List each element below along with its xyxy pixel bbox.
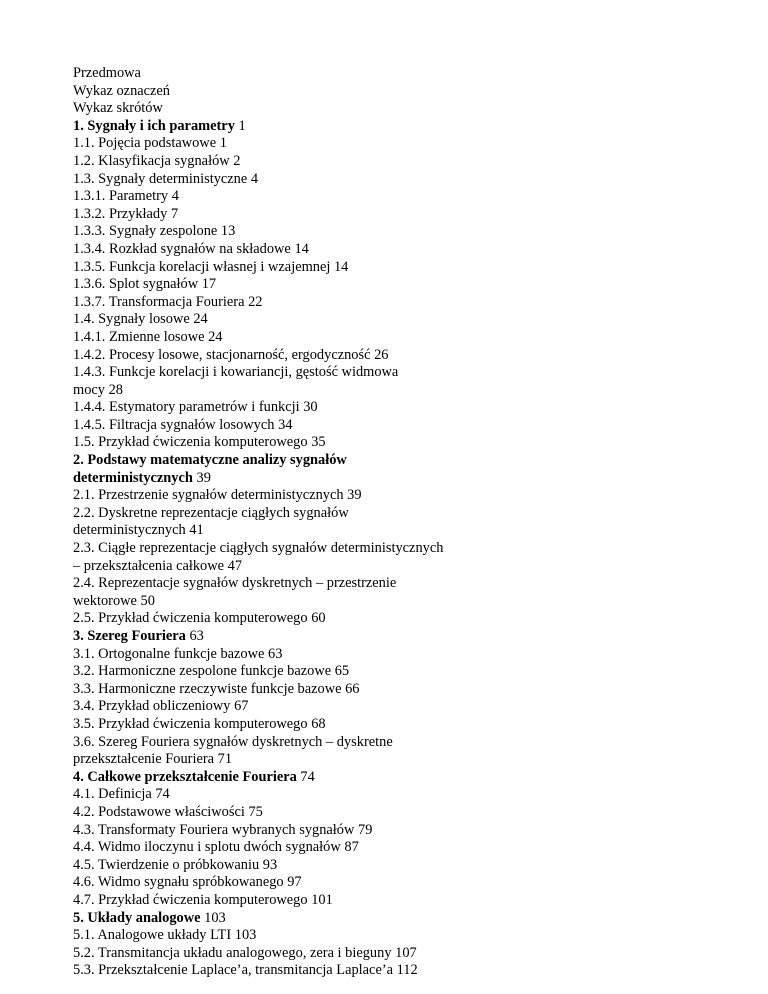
section-title: 1.3.4. Rozkład sygnałów na składowe xyxy=(73,240,291,257)
toc-chapter-entry xyxy=(73,452,713,487)
page-number: 17 xyxy=(201,276,217,293)
toc-line xyxy=(73,206,713,224)
page-number: 4 xyxy=(250,170,259,187)
section-title: mocy xyxy=(73,381,105,398)
chapter-title: 3. Szereg Fouriera xyxy=(73,628,186,644)
section-title: 1.5. Przykład ćwiczenia komputerowego xyxy=(73,434,308,451)
toc-section-entry xyxy=(73,135,713,153)
page-number: 60 xyxy=(311,610,326,627)
section-title: 3.1. Ortogonalne funkcje bazowe xyxy=(73,645,265,662)
toc-section-entry xyxy=(73,364,713,399)
page-number: 67 xyxy=(234,698,249,715)
page-number: 47 xyxy=(227,557,243,574)
toc-line xyxy=(73,910,713,928)
toc-line xyxy=(73,698,713,716)
page-number: 71 xyxy=(217,751,233,768)
toc-line xyxy=(73,505,713,523)
chapter-title: 1. Sygnały i ich parametry xyxy=(73,117,235,134)
toc-line xyxy=(73,487,713,505)
toc-line xyxy=(73,610,713,628)
toc-section-entry xyxy=(73,646,713,664)
toc-section-entry xyxy=(73,540,713,575)
section-title: 3.6. Szereg Fouriera sygnałów dyskretnych – dyskretne xyxy=(73,733,393,750)
section-title: 4.1. Definicja xyxy=(73,786,152,803)
toc-section-entry xyxy=(73,786,713,804)
page-number: 97 xyxy=(287,874,302,891)
toc-line xyxy=(73,399,713,417)
toc-section-entry xyxy=(73,276,713,294)
toc-line xyxy=(73,716,713,734)
toc-section-entry xyxy=(73,698,713,716)
toc-line xyxy=(73,294,713,312)
page-number: 41 xyxy=(189,522,204,539)
toc-line xyxy=(73,364,713,382)
toc-section-entry xyxy=(73,874,713,892)
toc-section-entry xyxy=(73,945,713,963)
toc-line xyxy=(73,311,713,329)
toc-line xyxy=(73,786,713,804)
toc-chapter-entry xyxy=(73,910,713,928)
section-title: 1.4.4. Estymatory parametrów i funkcji xyxy=(73,399,300,416)
toc-line xyxy=(73,241,713,259)
toc-section-entry xyxy=(73,734,713,769)
page-number: 28 xyxy=(108,381,123,398)
page-number: 68 xyxy=(311,715,326,732)
toc-line xyxy=(73,839,713,857)
toc-line xyxy=(73,892,713,910)
section-title: 1.3.6. Splot sygnałów xyxy=(73,276,199,293)
toc-section-entry xyxy=(73,434,713,452)
toc-section-entry xyxy=(73,188,713,206)
section-title: 1.4.3. Funkcje korelacji i kowariancji, gęstość widmowa xyxy=(73,364,399,381)
section-title: 1.3.1. Parametry xyxy=(73,188,169,205)
toc-line xyxy=(73,927,713,945)
page-number: 101 xyxy=(311,891,333,908)
page-number: 50 xyxy=(140,592,155,609)
toc-line xyxy=(73,734,713,752)
section-title: 5.2. Transmitancja układu analogowego, zera i bieguny xyxy=(73,944,392,961)
page-number: 39 xyxy=(347,487,362,504)
toc-line xyxy=(73,329,713,347)
document-page xyxy=(73,65,713,980)
toc-line xyxy=(73,593,713,611)
toc-line xyxy=(73,434,713,452)
section-title: 1.2. Klasyfikacja sygnałów xyxy=(73,152,230,169)
toc-line xyxy=(73,945,713,963)
toc-section-entry xyxy=(73,171,713,189)
toc-line xyxy=(73,135,713,153)
toc-section-entry xyxy=(73,663,713,681)
front-matter-abbreviations: Wykaz skrótów xyxy=(73,100,163,117)
toc-line xyxy=(73,646,713,664)
toc-section-entry xyxy=(73,259,713,277)
toc-line xyxy=(73,575,713,593)
toc-section-entry xyxy=(73,241,713,259)
toc-section-entry xyxy=(73,681,713,699)
toc-line xyxy=(73,628,713,646)
toc-section-entry xyxy=(73,505,713,540)
page-number: 14 xyxy=(294,240,309,257)
toc-line xyxy=(73,188,713,206)
toc-section-entry xyxy=(73,417,713,435)
toc-section-entry xyxy=(73,716,713,734)
toc-chapter-entry xyxy=(73,769,713,787)
page-number: 112 xyxy=(396,962,418,979)
section-title: 4.5. Twierdzenie o próbkowaniu xyxy=(73,856,260,873)
section-title: 1.3.2. Przykłady xyxy=(73,205,168,222)
toc-section-entry xyxy=(73,153,713,171)
toc-section-entry xyxy=(73,839,713,857)
chapter-title: deterministycznych xyxy=(73,469,193,486)
section-title: 2.1. Przestrzenie sygnałów deterministycznych xyxy=(73,487,344,504)
page-number: 26 xyxy=(374,346,389,363)
page-number: 75 xyxy=(248,803,263,820)
toc-section-entry xyxy=(73,347,713,365)
page-number: 24 xyxy=(208,328,223,345)
toc-line xyxy=(73,769,713,787)
toc-section-entry xyxy=(73,927,713,945)
page-number: 34 xyxy=(278,416,293,433)
section-title: 1.3. Sygnały deterministyczne xyxy=(73,170,248,187)
toc-line xyxy=(73,540,713,558)
section-title: 4.7. Przykład ćwiczenia komputerowego xyxy=(73,891,308,908)
chapter-title: 5. Układy analogowe xyxy=(73,909,201,926)
page-number: 63 xyxy=(268,645,283,662)
section-title: wektorowe xyxy=(73,592,137,609)
toc-line xyxy=(73,382,713,400)
section-title: 1.4.5. Filtracja sygnałów losowych xyxy=(73,416,275,433)
section-title: 1.4.2. Procesy losowe, stacjonarność, ergodyczność xyxy=(73,346,371,363)
page-number: 103 xyxy=(234,927,257,944)
page-number: 7 xyxy=(170,205,179,222)
toc-section-entry xyxy=(73,822,713,840)
toc-chapter-entry xyxy=(73,628,713,646)
page-number: 2 xyxy=(233,152,241,169)
toc-line xyxy=(73,223,713,241)
toc-section-entry xyxy=(73,206,713,224)
toc-section-entry xyxy=(73,311,713,329)
page-number: 13 xyxy=(220,223,236,240)
page-number: 93 xyxy=(262,856,278,873)
section-title: 4.3. Transformaty Fouriera wybranych sygnałów xyxy=(73,821,355,838)
toc-chapter-entry xyxy=(73,118,713,136)
toc-section-entry xyxy=(73,892,713,910)
chapter-title: 4. Całkowe przekształcenie Fouriera xyxy=(73,768,297,785)
section-title: 1.3.5. Funkcja korelacji własnej i wzajemnej xyxy=(73,258,331,275)
toc-line xyxy=(73,452,713,470)
page-number: 4 xyxy=(171,188,179,205)
toc-line xyxy=(73,417,713,435)
section-title: 5.1. Analogowe układy LTI xyxy=(73,927,232,944)
section-title: 1.3.3. Sygnały zespolone xyxy=(73,223,218,240)
page-number: 103 xyxy=(204,909,226,926)
section-title: 2.3. Ciągłe reprezentacje ciągłych sygnałów deterministycznych xyxy=(73,540,444,557)
toc-line xyxy=(73,276,713,294)
toc-section-entry xyxy=(73,223,713,241)
section-title: 2.4. Reprezentacje sygnałów dyskretnych – przestrzenie xyxy=(73,575,397,592)
toc-section-entry xyxy=(73,399,713,417)
toc-line xyxy=(73,347,713,365)
section-title: 4.4. Widmo iloczynu i splotu dwóch sygnałów xyxy=(73,839,341,856)
toc-line xyxy=(73,470,713,488)
front-matter-preface: Przedmowa xyxy=(73,65,141,81)
page-number: 35 xyxy=(311,434,326,451)
section-title: 3.2. Harmoniczne zespolone funkcje bazowe xyxy=(73,663,332,680)
page-number: 74 xyxy=(155,786,170,803)
toc-section-entry xyxy=(73,962,713,980)
toc-section-entry xyxy=(73,487,713,505)
toc-line xyxy=(73,822,713,840)
page-number: 87 xyxy=(344,839,359,856)
toc-line xyxy=(73,962,713,980)
toc-line xyxy=(73,522,713,540)
toc-line xyxy=(73,171,713,189)
section-title: – przekształcenia całkowe xyxy=(73,557,225,574)
page-number: 22 xyxy=(248,293,263,310)
section-title: 3.4. Przykład obliczeniowy xyxy=(73,698,231,715)
page-number: 24 xyxy=(193,311,208,328)
section-title: przekształcenie Fouriera xyxy=(73,751,215,768)
page-number: 1 xyxy=(238,117,246,134)
toc-line xyxy=(73,681,713,699)
page-number: 63 xyxy=(189,628,204,644)
page-number: 39 xyxy=(196,469,211,486)
front-matter-symbols: Wykaz oznaczeń xyxy=(73,82,171,99)
toc-section-entry xyxy=(73,857,713,875)
section-title: 4.6. Widmo sygnału spróbkowanego xyxy=(73,874,284,891)
toc-section-entry xyxy=(73,610,713,628)
toc-line xyxy=(73,751,713,769)
section-title: 1.4.1. Zmienne losowe xyxy=(73,328,205,345)
toc-line xyxy=(73,663,713,681)
page-number: 1 xyxy=(219,135,227,152)
toc-section-entry xyxy=(73,329,713,347)
toc-section-entry xyxy=(73,294,713,312)
toc-line xyxy=(73,558,713,576)
page-number: 14 xyxy=(333,258,349,275)
section-title: 1.3.7. Transformacja Fouriera xyxy=(73,293,245,310)
page-number: 30 xyxy=(303,399,318,416)
page-number: 79 xyxy=(358,821,373,838)
toc-section-entry xyxy=(73,804,713,822)
section-title: 1.4. Sygnały losowe xyxy=(73,311,190,328)
toc-line xyxy=(73,857,713,875)
table-of-contents xyxy=(73,118,713,980)
page-number: 65 xyxy=(334,663,350,680)
section-title: 5.3. Przekształcenie Laplace’a, transmitancja Laplace’a xyxy=(73,962,394,979)
toc-line xyxy=(73,118,713,136)
page-number: 66 xyxy=(345,680,360,697)
section-title: 3.5. Przykład ćwiczenia komputerowego xyxy=(73,715,308,732)
section-title: 3.3. Harmoniczne rzeczywiste funkcje bazowe xyxy=(73,680,342,697)
section-title: 4.2. Podstawowe właściwości xyxy=(73,803,245,820)
toc-line xyxy=(73,874,713,892)
toc-line xyxy=(73,804,713,822)
page-number: 74 xyxy=(300,768,315,785)
section-title: deterministycznych xyxy=(73,522,186,539)
section-title: 1.1. Pojęcia podstawowe xyxy=(73,135,217,152)
toc-line xyxy=(73,153,713,171)
page-number: 107 xyxy=(395,944,417,961)
section-title: 2.5. Przykład ćwiczenia komputerowego xyxy=(73,610,308,627)
section-title: 2.2. Dyskretne reprezentacje ciągłych sygnałów xyxy=(73,504,349,521)
chapter-title: 2. Podstawy matematyczne analizy sygnałów xyxy=(73,452,347,469)
toc-section-entry xyxy=(73,575,713,610)
toc-line xyxy=(73,259,713,277)
